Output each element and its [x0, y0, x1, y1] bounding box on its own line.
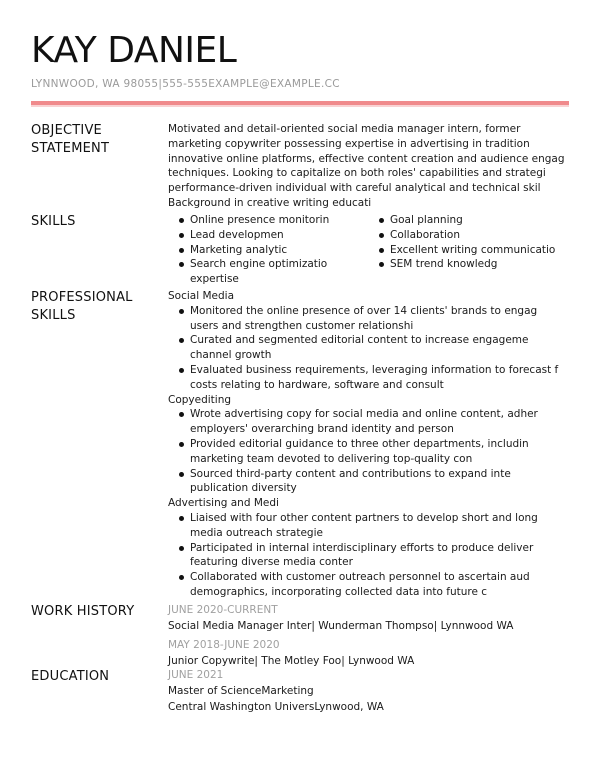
objective-line: marketing copywriter possessing expertise in advertising in tradition: [168, 137, 530, 150]
objective-line: performance-driven individual with careful analytical and technical skil: [168, 182, 541, 195]
skill-item: Marketing analytic: [178, 243, 338, 258]
skills-section: [31, 213, 571, 289]
candidate-name: KAY DANIEL: [31, 30, 237, 71]
objective-line: Background in creative writing educati: [168, 196, 372, 209]
objective-text: [168, 122, 571, 211]
skill-item: Lead developmen: [178, 228, 338, 243]
objective-line: techniques. Looking to capitalize on both roles' capabilities and strategi: [168, 167, 546, 180]
skill-group-heading: Copyediting: [168, 393, 232, 406]
objective-section: [31, 122, 571, 214]
objective-line: Motivated and detail-oriented social media manager intern, former: [168, 123, 521, 135]
bullet-item: Liaised with four other content partners to develop short and long media outreach strategie: [168, 511, 571, 541]
skill-item: Collaboration: [378, 228, 543, 243]
bullet-item: Participated in internal interdisciplinary efforts to produce deliver featuring diverse media conter: [168, 541, 571, 571]
bullet-item: Sourced third-party content and contributions to expand inte publication diversity: [168, 467, 571, 497]
school: Central Washington UniversLynwood, WA: [168, 701, 384, 713]
job-dates: MAY 2018-JUNE 2020: [168, 639, 280, 651]
work-history-body: [168, 603, 571, 669]
section-label-professional: [31, 289, 133, 325]
bullet-item: Curated and segmented editorial content to increase engageme channel growth: [168, 333, 571, 363]
job-dates: JUNE 2020-CURRENT: [168, 604, 278, 616]
section-label-skills: [31, 213, 103, 231]
job-title: Junior Copywrite| The Motley Foo| Lynwood WA: [168, 655, 415, 667]
education-body: [168, 668, 571, 715]
label-line: OBJECTIVE: [31, 123, 102, 138]
skills-list: [168, 213, 571, 287]
skill-item: SEM trend knowledg: [378, 257, 543, 272]
skill-item: Online presence monitorin: [178, 213, 338, 228]
header-divider-shadow: [31, 105, 569, 107]
label-line: EDUCATION: [31, 669, 110, 684]
label-line: SKILLS: [31, 308, 76, 323]
skill-item: Search engine optimizatio expertise: [178, 257, 338, 287]
skill-item: Goal planning: [378, 213, 543, 228]
label-line: STATEMENT: [31, 141, 110, 156]
objective-line: innovative online platforms, effective content creation and audience engag: [168, 152, 565, 165]
skill-item: Excellent writing communicatio: [378, 243, 543, 258]
label-line: WORK HISTORY: [31, 604, 135, 619]
professional-skills-section: [31, 289, 571, 599]
degree: Master of ScienceMarketing: [168, 685, 314, 697]
bullet-item: Wrote advertising copy for social media and online content, adher employers' overarching brand identity and person: [168, 407, 571, 437]
skills-column-1: [178, 213, 338, 287]
skill-group-heading: Social Media: [168, 290, 235, 302]
bullet-item: Evaluated business requirements, leveraging information to forecast f costs relating to hardware, software and consult: [168, 363, 571, 393]
contact-line: LYNNWOOD, WA 98055|555-555EXAMPLE@EXAMPLE.CC: [31, 78, 340, 90]
education-section: [31, 668, 571, 718]
work-history-section: [31, 603, 571, 669]
section-label-education: [31, 668, 121, 686]
label-line: PROFESSIONAL: [31, 290, 133, 305]
section-label-objective: [31, 122, 110, 158]
bullet-item: Monitored the online presence of over 14 clients' brands to engag users and strengthen customer relationshi: [168, 304, 571, 334]
skills-column-2: [378, 213, 556, 272]
professional-skills-body: [168, 289, 571, 600]
job-title: Social Media Manager Inter| Wunderman Thompso| Lynnwood WA: [168, 620, 514, 632]
skill-group-heading: Advertising and Medi: [168, 497, 279, 510]
bullet-item: Collaborated with customer outreach personnel to ascertain aud demographics, incorporating collected data into future c: [168, 570, 571, 600]
education-date: JUNE 2021: [168, 669, 224, 681]
label-line: SKILLS: [31, 214, 76, 229]
section-label-work: [31, 603, 136, 621]
bullet-item: Provided editorial guidance to three other departments, includin marketing team devoted to delivering top-quality con: [168, 437, 571, 467]
